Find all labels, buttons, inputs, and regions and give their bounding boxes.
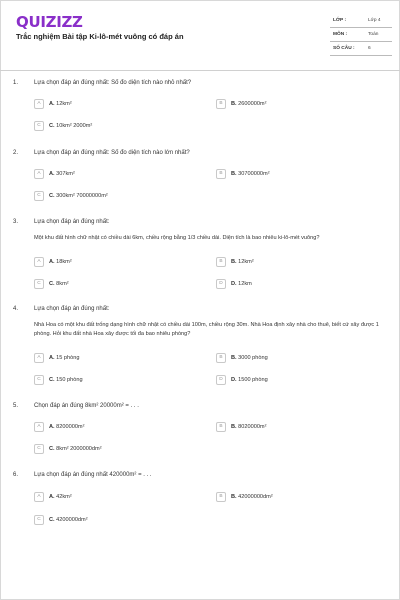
option-letter: B. [231, 259, 237, 265]
meta-value: Lớp 4 [368, 18, 381, 23]
option-box[interactable]: A [34, 353, 44, 363]
option-box[interactable]: C [34, 121, 44, 131]
option-text: 8200000m² [56, 424, 85, 430]
option-text: 15 phòng [56, 355, 80, 361]
option-text: 10km² 2000m² [56, 123, 93, 129]
option-box[interactable]: A [34, 422, 44, 432]
option-text: 12km [238, 281, 252, 287]
option-box[interactable]: C [34, 375, 44, 385]
meta-value: 6 [368, 46, 371, 51]
meta-row-subject [330, 28, 392, 42]
option-letter: A. [49, 171, 55, 177]
question-prompt: Lựa chọn đáp án đúng nhất: Số đo diện tích nào nhỏ nhất? [34, 80, 192, 86]
question-prompt: Lựa chọn đáp án đúng nhất 420000m² = . . . [34, 472, 152, 478]
question-number: 4. [13, 306, 19, 312]
option-letter: C. [49, 446, 55, 452]
option-letter: C. [49, 377, 55, 383]
question-prompt: Lựa chọn đáp án đúng nhất: [34, 219, 110, 225]
option-text: 42km² [56, 494, 72, 500]
option-letter: B. [231, 494, 237, 500]
question-number: 6. [13, 472, 19, 478]
question-number: 2. [13, 150, 19, 156]
option-box[interactable]: A [34, 492, 44, 502]
option-letter: B. [231, 355, 237, 361]
meta-row-class [330, 14, 392, 28]
meta-key: SỐ CÂU : [333, 46, 355, 51]
option-letter: C. [49, 193, 55, 199]
option-text: 307km² [56, 171, 75, 177]
option-letter: A. [49, 494, 55, 500]
option-box[interactable]: B [216, 99, 226, 109]
option-box[interactable]: B [216, 353, 226, 363]
meta-key: LỚP : [333, 18, 347, 23]
option-letter: D. [231, 281, 237, 287]
worksheet-title: Trắc nghiệm Bài tập Ki-lô-mét vuông có đáp án [16, 32, 184, 41]
question-number: 5. [13, 403, 19, 409]
question-prompt: Lựa chọn đáp án đúng nhất: [34, 306, 110, 312]
option-text: 4200000dm² [56, 517, 88, 523]
option-box[interactable]: B [216, 492, 226, 502]
option-box[interactable]: A [34, 169, 44, 179]
meta-table [330, 14, 392, 56]
option-letter: B. [231, 171, 237, 177]
option-text: 30700000m² [238, 171, 270, 177]
option-letter: A. [49, 424, 55, 430]
option-text: 8020000m² [238, 424, 267, 430]
option-text: 1500 phòng [238, 377, 268, 383]
worksheet-header [0, 0, 400, 70]
question-body: Nhà Hoa có một khu đất trống dạng hình chữ nhật có chiều dài 100m, chiều rộng 30m. Nhà Hoa định xây nhà cho thuê, biết cứ xây được 1 phòng. Hỏi khu đất nhà Hoa xây được tối đa bao nhiêu phòng? [34, 322, 379, 337]
option-text: 3000 phòng [238, 355, 268, 361]
option-box[interactable]: C [34, 515, 44, 525]
option-box[interactable]: D [216, 375, 226, 385]
option-box[interactable]: A [34, 99, 44, 109]
option-box[interactable]: C [34, 444, 44, 454]
option-letter: B. [231, 424, 237, 430]
option-text: 42000000dm² [238, 494, 273, 500]
option-text: 12km² [238, 259, 254, 265]
option-text: 300km² 70000000m² [56, 193, 108, 199]
meta-key: MÔN : [333, 32, 348, 37]
option-text: 150 phòng [56, 377, 83, 383]
option-box[interactable]: B [216, 169, 226, 179]
option-box[interactable]: B [216, 422, 226, 432]
meta-value: Toán [368, 32, 379, 37]
option-text: 8km² 2000000dm² [56, 446, 102, 452]
option-box[interactable]: C [34, 191, 44, 201]
question-number: 1. [13, 80, 19, 86]
option-letter: A. [49, 101, 55, 107]
question-body: Một khu đất hình chữ nhật có chiều dài 6km, chiều rộng bằng 1/3 chiều dài. Diện tích là bao nhiêu ki-lô-mét vuông? [34, 235, 320, 241]
option-text: 12km² [56, 101, 72, 107]
meta-row-count [330, 42, 392, 56]
option-letter: A. [49, 355, 55, 361]
question-prompt: Lựa chọn đáp án đúng nhất: Số đo diện tích nào lớn nhất? [34, 150, 190, 156]
option-text: 8km² [56, 281, 69, 287]
option-box[interactable]: A [34, 257, 44, 267]
option-letter: C. [49, 517, 55, 523]
option-letter: D. [231, 377, 237, 383]
option-letter: C. [49, 281, 55, 287]
option-text: 2600000m² [238, 101, 267, 107]
option-box[interactable]: B [216, 257, 226, 267]
quizizz-logo: QUIZIZZ [16, 13, 83, 31]
option-letter: A. [49, 259, 55, 265]
option-box[interactable]: D [216, 279, 226, 289]
header-divider [0, 70, 400, 71]
option-box[interactable]: C [34, 279, 44, 289]
question-prompt: Chọn đáp án đúng 8km² 20000m² = . . . [34, 403, 139, 409]
question-number: 3. [13, 219, 19, 225]
option-text: 18km² [56, 259, 72, 265]
option-letter: B. [231, 101, 237, 107]
option-letter: C. [49, 123, 55, 129]
